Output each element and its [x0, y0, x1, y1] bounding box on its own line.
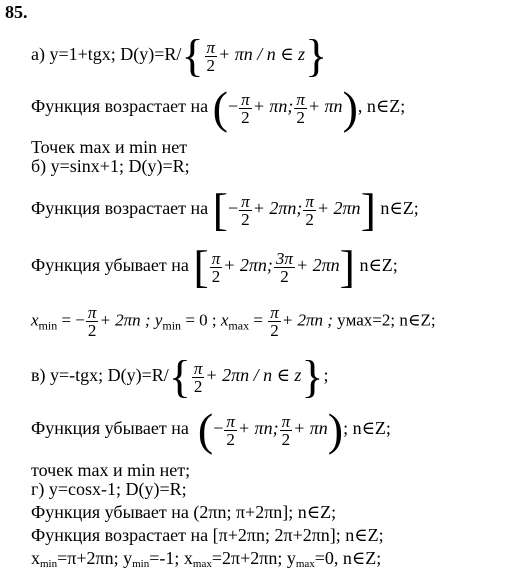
part-a-function: а) y=1+tgx; D(y)=R/ — [31, 44, 182, 65]
part-c-decreasing: Функция убывает на (− $\frac{\pi}{2}$ + πn; $\frac{\pi}{2}$ + πn); n∈Z; — [31, 404, 391, 455]
part-d-heading: г) y=cosx-1; D(y)=R; — [31, 479, 187, 499]
part-b-extrema: $x_{min}$ = − $\frac{\pi}{2}$ + 2πn ; $y_{min} = 0$ ; $x_{max}$ = $\frac{\pi}{2}$ + 2πn ; yмах=2; n∈Z; — [31, 303, 436, 340]
part-d-extrema: xmin=π+2πn; ymin=-1; xmax=2π+2πn; ymax=0, n∈Z; — [31, 548, 382, 570]
part-d-increasing: Функция возрастает на [π+2πn; 2π+2πn]; n∈Z; — [31, 525, 384, 545]
part-c-no-extrema: точек max и min нет; — [31, 460, 191, 480]
part-b-increasing: Функция возрастает на [− $\frac{\pi}{2}$ + 2πn; $\frac{\pi}{2}$ + 2πn] n∈Z; — [31, 184, 419, 235]
part-b-decreasing: Функция убывает на [ $\frac{\pi}{2}$ + 2πn; $\frac{3\pi}{2}$ + 2πn] n∈Z; — [31, 241, 398, 292]
problem-number: 85. — [5, 2, 28, 22]
part-c-heading: в) y=-tgx; D(y)=R/{ $\frac{\pi}{2}$ + 2πn / n ∈ z}; — [31, 351, 329, 402]
part-a-heading: а) y=1+tgx; D(y)=R/{ $\frac{\pi}{2}$ + πn / n ∈ z} — [31, 30, 328, 81]
part-b-heading: б) y=sinx+1; D(y)=R; — [31, 156, 190, 176]
part-a-no-extrema: Точек max и min нет — [31, 137, 188, 157]
part-d-decreasing: Функция убывает на (2πn; π+2πn]; n∈Z; — [31, 502, 337, 522]
part-a-increasing: Функция возрастает на (− $\frac{\pi}{2}$ + πn; $\frac{\pi}{2}$ + πn), n∈Z; — [31, 82, 406, 133]
